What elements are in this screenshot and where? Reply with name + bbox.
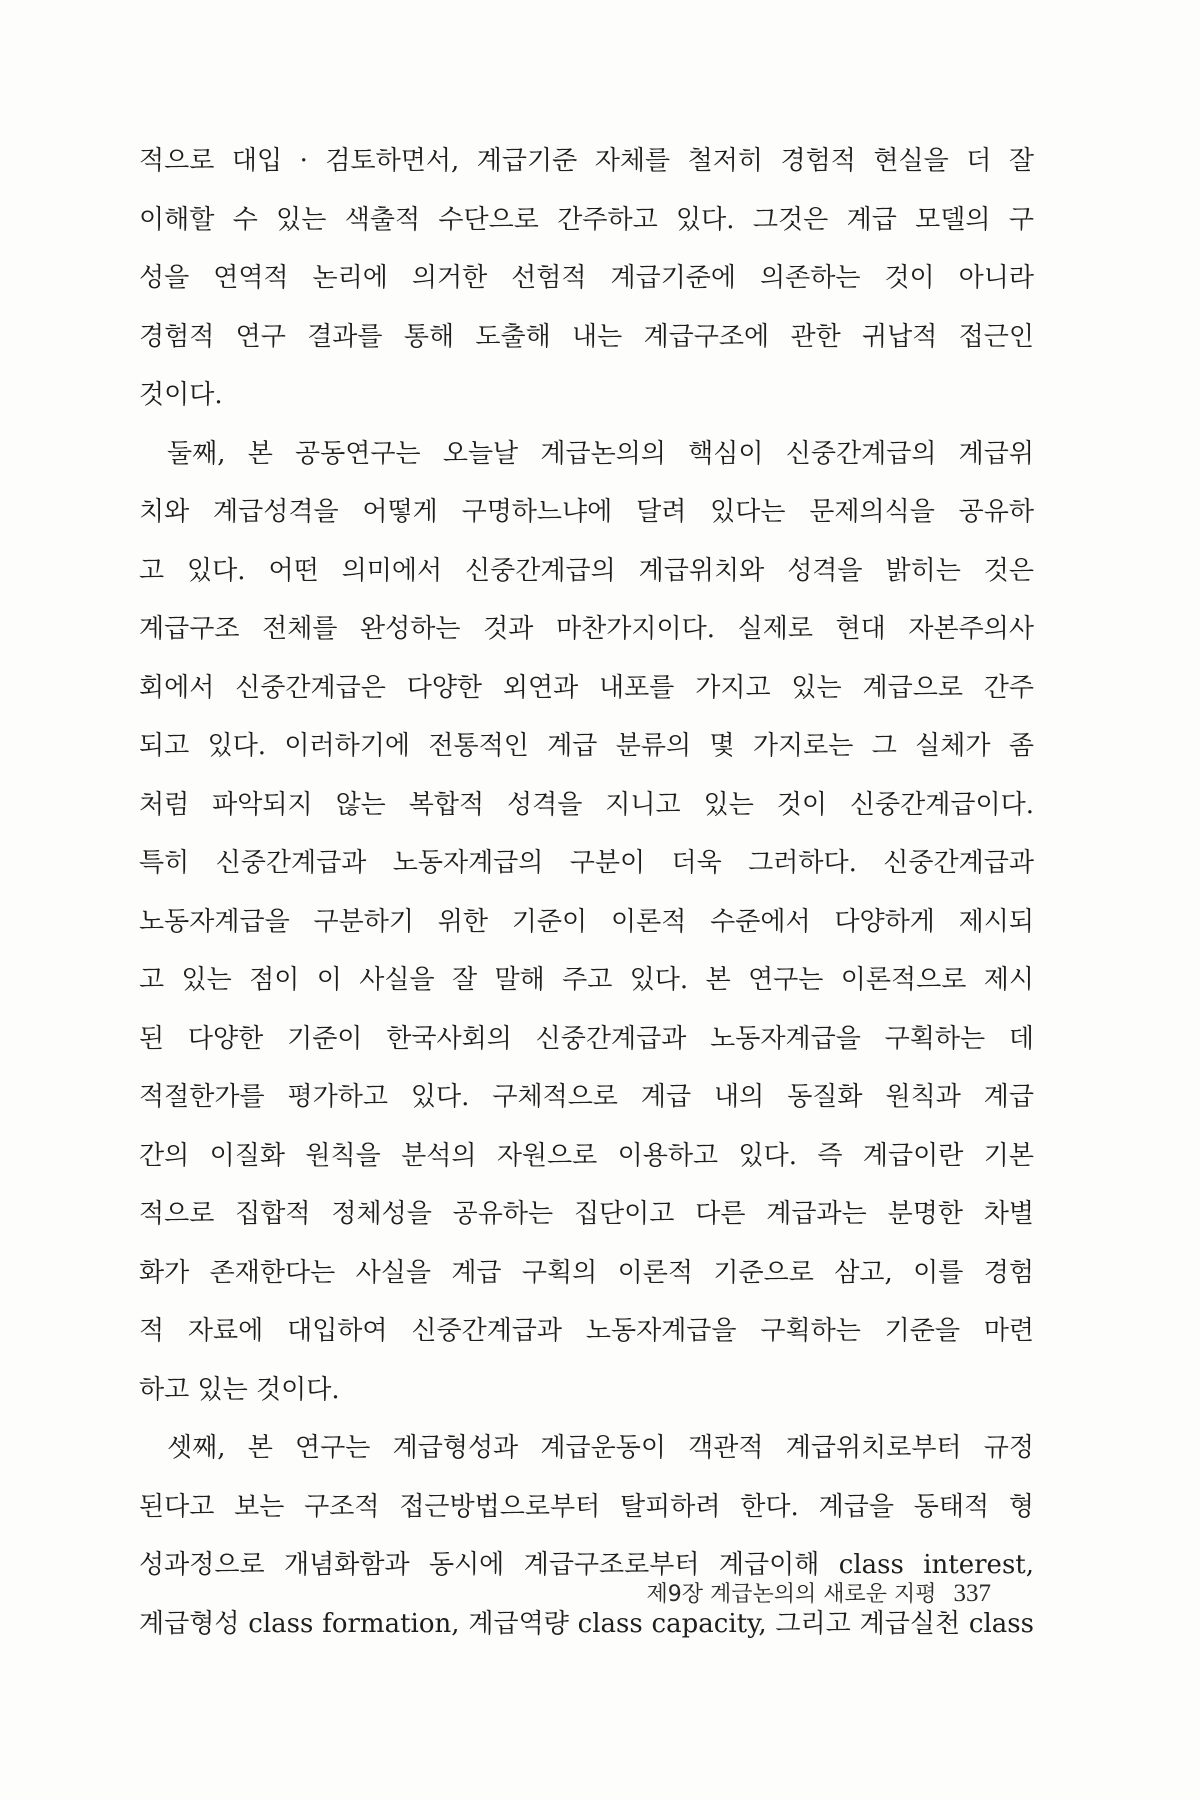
text-line: 성을 연역적 논리에 의거한 선험적 계급기준에 의존하는 것이 아니라 — [139, 263, 1034, 293]
page-number: 337 — [953, 1580, 991, 1607]
text-line: 고 있는 점이 이 사실을 잘 말해 주고 있다. 본 연구는 이론적으로 제시 — [139, 965, 1034, 995]
text-line: 적절한가를 평가하고 있다. 구체적으로 계급 내의 동질화 원칙과 계급 — [139, 1082, 1034, 1112]
text-line: 화가 존재한다는 사실을 계급 구획의 이론적 기준으로 삼고, 이를 경험 — [139, 1257, 1034, 1288]
text-line: 적으로 집합적 정체성을 공유하는 집단이고 다른 계급과는 분명한 차별 — [139, 1199, 1034, 1229]
text-line: 둘째, 본 공동연구는 오늘날 계급논의의 핵심이 신중간계급의 계급위 — [167, 438, 1034, 469]
page-footer — [646, 1577, 991, 1608]
text-line: 된 다양한 기준이 한국사회의 신중간계급과 노동자계급을 구획하는 데 — [139, 1023, 1034, 1054]
text-line: 셋째, 본 연구는 계급형성과 계급운동이 객관적 계급위치로부터 규정 — [167, 1433, 1034, 1463]
text-line: 처럼 파악되지 않는 복합적 성격을 지니고 있는 것이 신중간계급이다. — [139, 789, 1034, 820]
text-line: 적 자료에 대입하여 신중간계급과 노동자계급을 구획하는 기준을 마련 — [139, 1316, 1034, 1346]
body-text — [139, 132, 1034, 1653]
text-line: 하고 있는 것이다. — [139, 1374, 340, 1405]
text-line: 되고 있다. 이러하기에 전통적인 계급 분류의 몇 가지로는 그 실체가 좀 — [139, 731, 1034, 761]
text-line: 특히 신중간계급과 노동자계급의 구분이 더욱 그러하다. 신중간계급과 — [139, 848, 1034, 878]
text-line: 고 있다. 어떤 의미에서 신중간계급의 계급위치와 성격을 밝히는 것은 — [139, 555, 1034, 586]
text-line: 된다고 보는 구조적 접근방법으로부터 탈피하려 한다. 계급을 동태적 형 — [139, 1491, 1034, 1522]
text-line: 회에서 신중간계급은 다양한 외연과 내포를 가지고 있는 계급으로 간주 — [139, 672, 1034, 703]
text-line: 경험적 연구 결과를 통해 도출해 내는 계급구조에 관한 귀납적 접근인 — [139, 321, 1034, 352]
text-line: 계급형성 class formation, 계급역량 class capacity, 그리고 계급실천 class — [139, 1608, 1034, 1639]
text-line: 것이다. — [139, 380, 223, 410]
text-line: 이해할 수 있는 색출적 수단으로 간주하고 있다. 그것은 계급 모델의 구 — [139, 204, 1034, 235]
running-head: 제9장 계급논의의 새로운 지평 — [646, 1582, 937, 1607]
text-line: 간의 이질화 원칙을 분석의 자원으로 이용하고 있다. 즉 계급이란 기본 — [139, 1140, 1034, 1171]
text-line: 계급구조 전체를 완성하는 것과 마찬가지이다. 실제로 현대 자본주의사 — [139, 614, 1034, 644]
text-line: 치와 계급성격을 어떻게 구명하느냐에 달려 있다는 문제의식을 공유하 — [139, 497, 1034, 527]
text-line: 노동자계급을 구분하기 위한 기준이 이론적 수준에서 다양하게 제시되 — [139, 906, 1034, 937]
text-line: 적으로 대입 · 검토하면서, 계급기준 자체를 철저히 경험적 현실을 더 잘 — [139, 146, 1034, 176]
text-line: 성과정으로 개념화함과 동시에 계급구조로부터 계급이해 class interest, — [139, 1550, 1034, 1580]
